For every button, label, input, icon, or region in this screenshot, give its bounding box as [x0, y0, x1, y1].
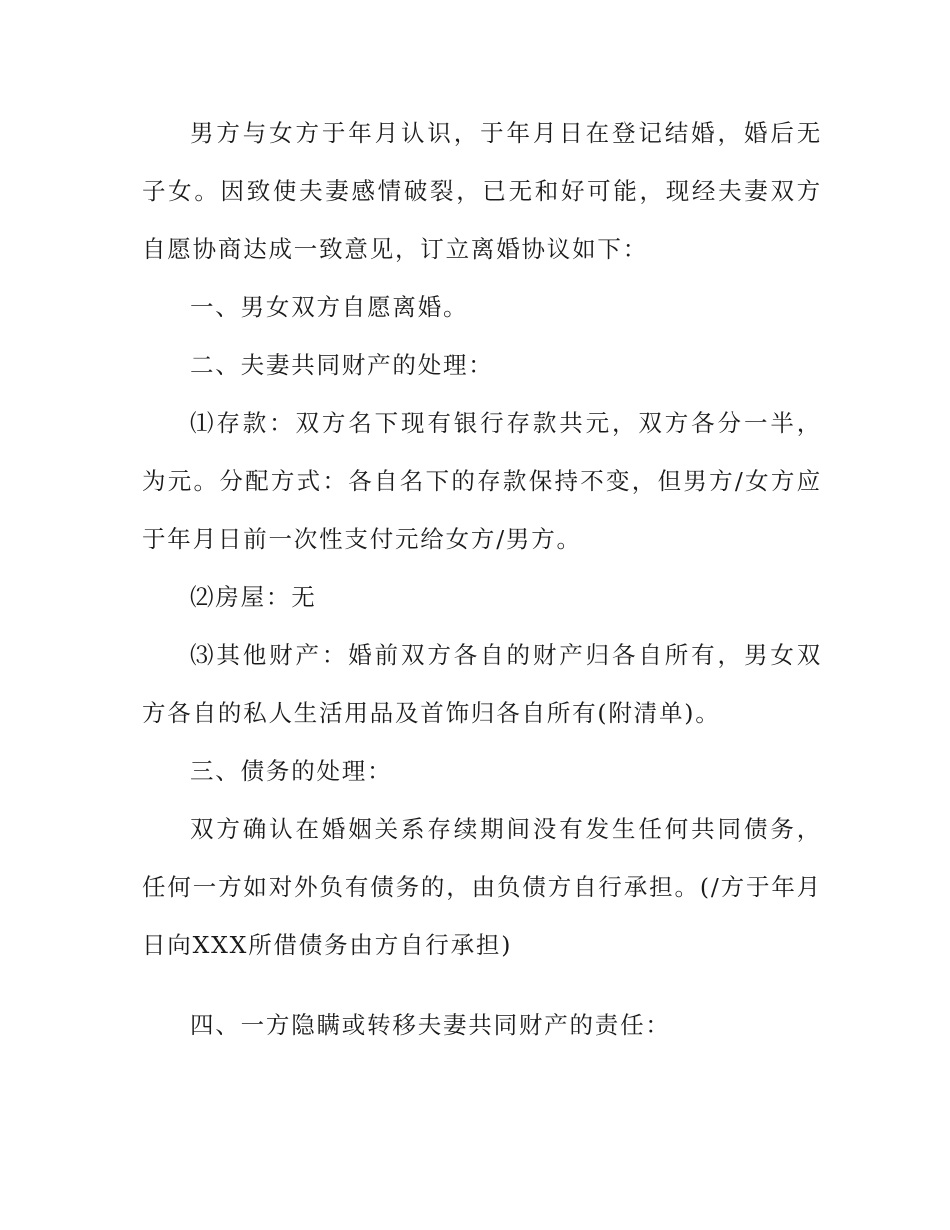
paragraph-clause-4: 四、一方隐瞒或转移夫妻共同财产的责任： [190, 1011, 671, 1039]
paragraph-debt: 双方确认在婚姻关系存续期间没有发生任何共同债务，任何一方如对外负有债务的，由负债方自行承担。(/方于年月日向XXX所借债务由方自行承担) [142, 815, 822, 959]
paragraph-clause-1: 一、男女双方自愿离婚。 [190, 293, 469, 321]
paragraph-deposit: ⑴存款：双方名下现有银行存款共元，双方各分一半，为元。分配方式：各自名下的存款保持不变，但男方/女方应于年月日前一次性支付元给女方/男方。 [142, 409, 822, 553]
paragraph-other-property: ⑶其他财产：婚前双方各自的财产归各自所有，男女双方各自的私人生活用品及首饰归各自所有(附清单)。 [142, 641, 822, 727]
paragraph-intro: 男方与女方于年月认识，于年月日在登记结婚，婚后无子女。因致使夫妻感情破裂，已无和好可能，现经夫妻双方自愿协商达成一致意见，订立离婚协议如下： [142, 119, 822, 263]
paragraph-clause-3: 三、债务的处理： [190, 757, 393, 785]
paragraph-house: ⑵房屋：无 [190, 583, 317, 611]
document-body [142, 104, 822, 1054]
paragraph-clause-2: 二、夫妻共同财产的处理： [190, 351, 494, 379]
